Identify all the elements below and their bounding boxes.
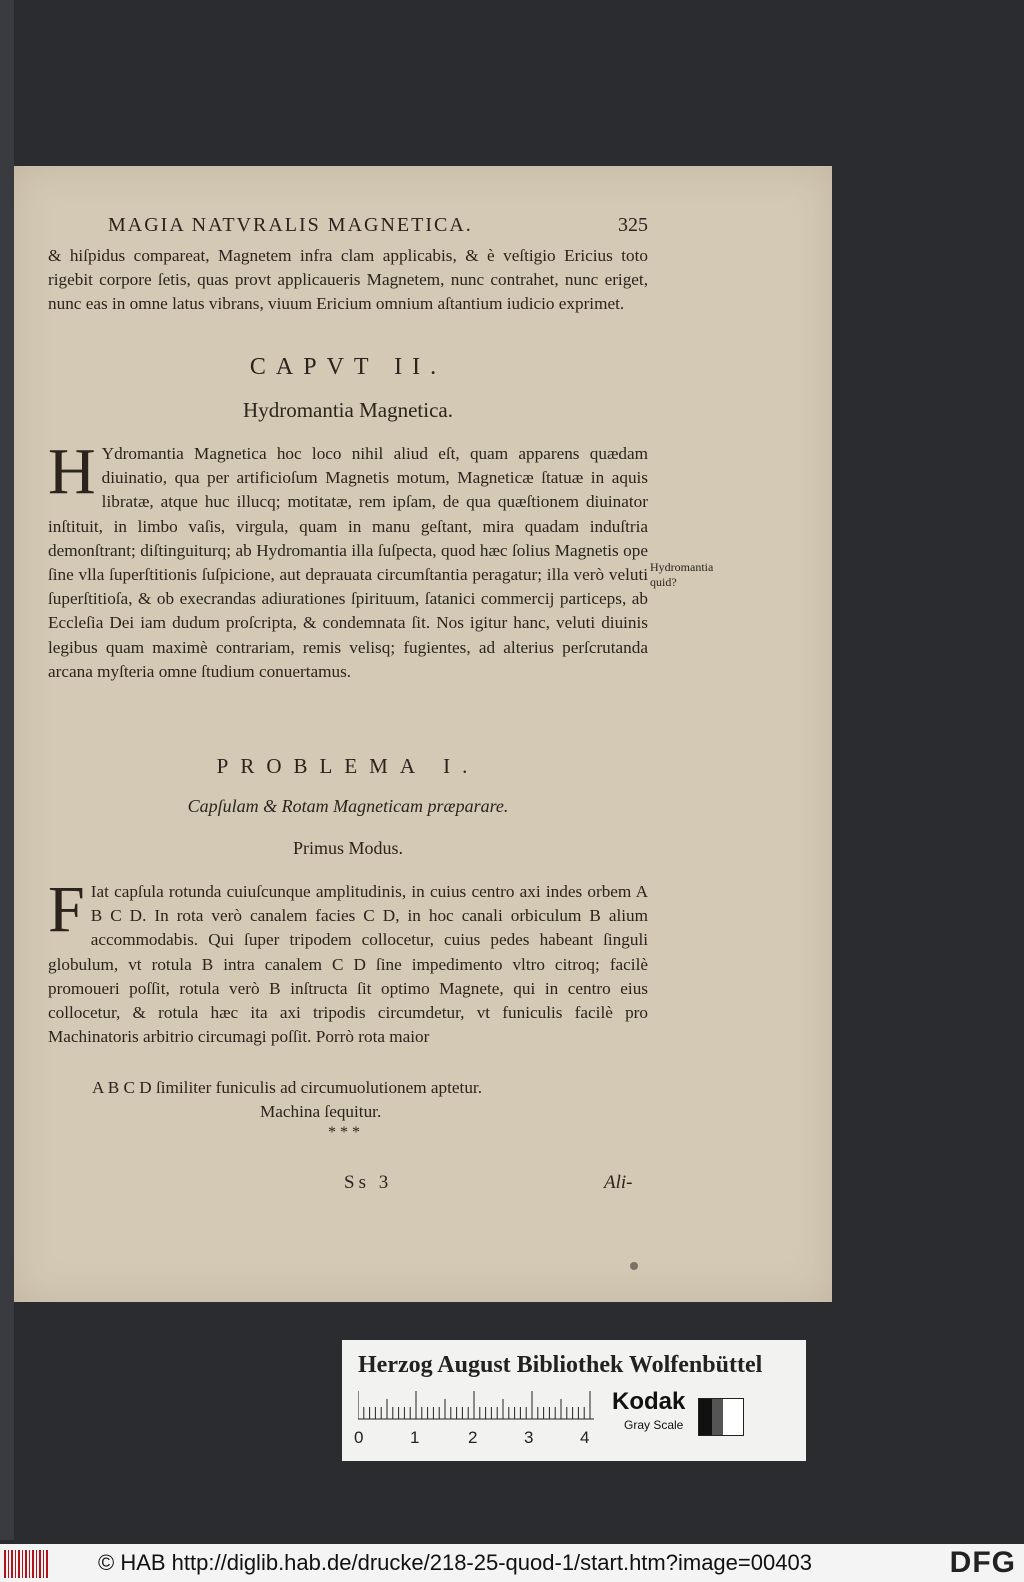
footer-url[interactable]: © HAB http://diglib.hab.de/drucke/218-25-quod-1/start.htm?image=00403 [98, 1550, 812, 1575]
tick-0: 0 [354, 1428, 364, 1447]
book-page [14, 166, 832, 1302]
tick-1: 1 [410, 1428, 420, 1447]
gray-swatch [698, 1398, 744, 1436]
drop-cap-h: H [48, 435, 96, 508]
capsula-paragraph [48, 873, 648, 1049]
tick-2: 2 [468, 1428, 478, 1447]
signature-mark: Ss 3 [344, 1172, 393, 1193]
card-title: Herzog August Bibliothek Wolfenbüttel [358, 1352, 763, 1378]
ruler-labels [354, 1428, 614, 1450]
capsula-last-line: A B C D ſimiliter funiculis ad circumuolutionem aptetur. [92, 1078, 482, 1097]
asterism: * * * [328, 1124, 360, 1141]
catchword: Ali- [604, 1172, 633, 1193]
hydromantia-text: Ydromantia Magnetica hoc loco nihil aliud eſt, quam apparens quædam diuinatio, qua per artificioſum Magnetis motum, Magneticæ ſtatuæ in aquis libratæ, atque huc illucq; motitatæ, rem ipſam, de qua quæſtionem diuinator inſtituit, in limbo vaſis, virgula, quam in manu geſtant, mira quadam induſtria demonſtrant; diſtinguiturq; ab Hydromantia illa ſuſpecta, quod hæc ſolius Magnetis ope ſine vlla ſuperſtitionis ſuſpicione, aut deprauata circumſtantia peragatur; illa verò veluti ſuperſtitioſa, & ob execrandas adiurationes ſpirituum, ſatanici commercij particeps, ab Eccleſia Dei iam dudum proſcripta, & condemnata ſit. Nos igitur hanc, veluti diuinis legibus quam maximè contrariam, remis velisq; fugientes, ad alterius perſcrutanda arcana myſteria omne ſtudium conuertamus. [48, 444, 648, 681]
ruler-scale [358, 1390, 594, 1420]
hab-barcode-icon [4, 1550, 50, 1578]
left-edge [0, 0, 14, 1540]
top-paragraph: & hiſpidus compareat, Magnetem infra clam applicabis, & è veſtigio Ericius toto rigebit corpore ſetis, quas provt applicaueris Magnetem, nunc contrahet, nunc eriget, nunc eas in omne latus vibrans, viuum Ericium omnium aſtantium iudicio exprimet. [48, 246, 648, 314]
machina-line: Machina ſequitur. [260, 1102, 382, 1121]
caput-subtitle: Hydromantia Magnetica. [243, 398, 453, 422]
running-head-title: MAGIA NATVRALIS MAGNETICA. [108, 214, 473, 236]
tick-4: 4 [580, 1428, 590, 1447]
modus-heading: Primus Modus. [292, 838, 404, 858]
drop-cap-f: F [48, 873, 85, 946]
hydromantia-paragraph [48, 435, 648, 684]
footer-bar [0, 1544, 1024, 1582]
gray-scale-label: Gray Scale [624, 1418, 684, 1432]
tick-3: 3 [524, 1428, 534, 1447]
page-number: 325 [618, 214, 648, 236]
problema-heading: PROBLEMA I. [216, 754, 480, 778]
problema-subtitle: Capſulam & Rotam Magneticam præparare. [187, 796, 509, 816]
margin-note: Hydromantia quid? [650, 560, 714, 589]
page-spot [630, 1262, 638, 1270]
capsula-text: Iat capſula rotunda cuiuſcunque amplitudinis, in cuius centro axi indes orbem A B C D. In rota verò canalem facies C D, in hoc canali orbiculum B alium accommodabis. Qui ſuper tripodem collocetur, cuius pedes habeant ſinguli globulum, vt rotula B intra canalem C D ſine impedimento vltro citroq; facilè promoueri poſſit, rotula verò B inſtructa ſit optimo Magnete, qui in centro eius collocetur, & rotula hæc ita axi tripodis circumdetur, vt funiculis facilè pro Machinatoris arbitrio circumagi poſſit. Porrò rota maior [48, 882, 648, 1047]
running-head [108, 214, 648, 237]
kodak-logo: Kodak [612, 1388, 686, 1415]
color-target-card [342, 1340, 806, 1461]
dfg-logo: DFG [949, 1546, 1016, 1579]
caput-heading: CAPVT II. [249, 354, 447, 380]
